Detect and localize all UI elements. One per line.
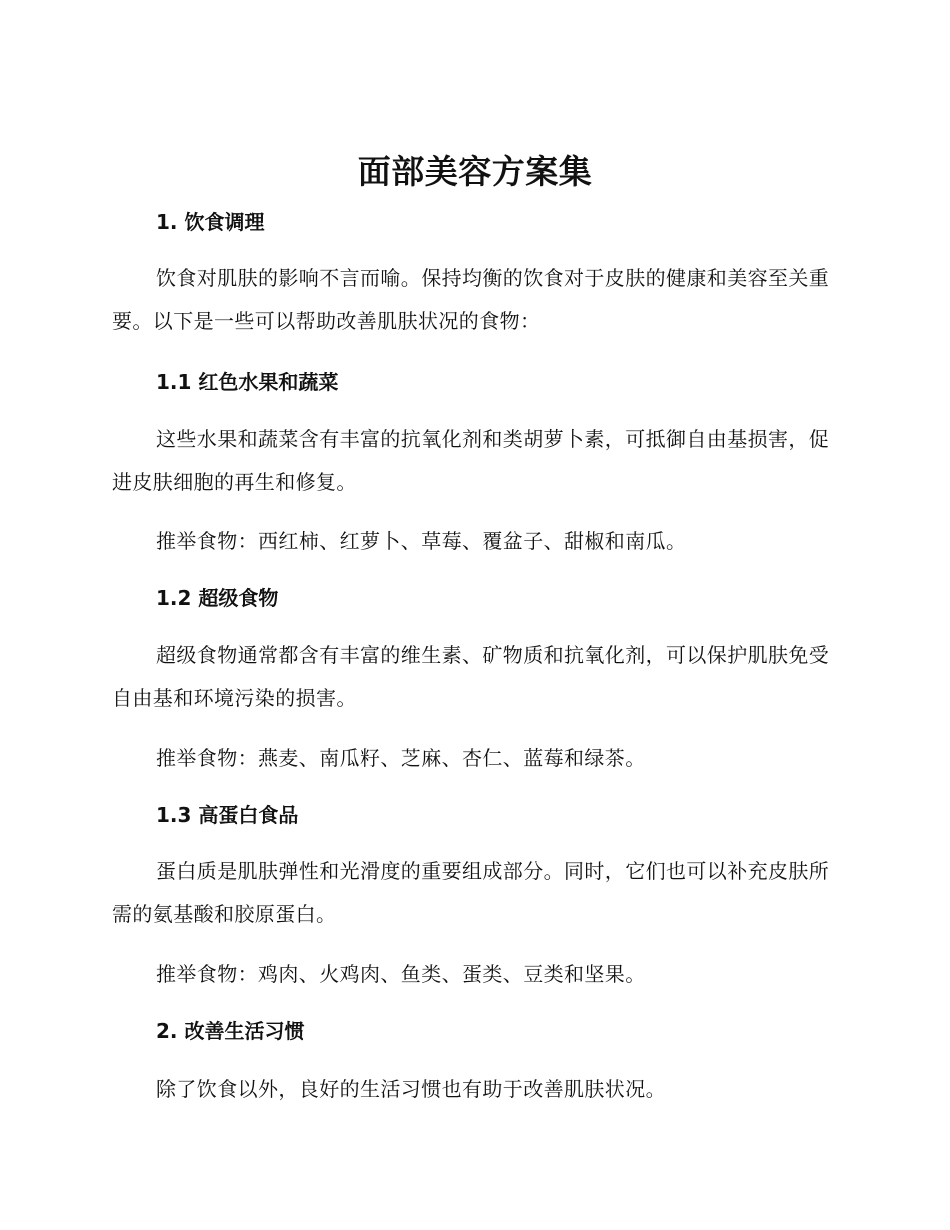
subsection-superfood-body: 超级食物通常都含有丰富的维生素、矿物质和抗氧化剂，可以保护肌肤免受自由基和环境污染的损害。 (112, 643, 830, 710)
subsection-heading-red-produce: 1.1 红色水果和蔬菜 (156, 370, 339, 394)
document-title: 面部美容方案集 (357, 152, 593, 191)
section-heading-diet: 1. 饮食调理 (156, 210, 265, 234)
subsection-heading-superfood: 1.2 超级食物 (156, 586, 279, 610)
subsection-heading-protein: 1.3 高蛋白食品 (156, 803, 299, 827)
section-lifestyle-intro: 除了饮食以外，良好的生活习惯也有助于改善肌肤状况。 (156, 1077, 666, 1101)
section-heading-lifestyle: 2. 改善生活习惯 (156, 1019, 305, 1043)
subsection-red-produce-recommend: 推举食物：西红柿、红萝卜、草莓、覆盆子、甜椒和南瓜。 (156, 529, 687, 553)
subsection-protein-body: 蛋白质是肌肤弹性和光滑度的重要组成部分。同时，它们也可以补充皮肤所需的氨基酸和胶原蛋白。 (112, 859, 830, 926)
section-diet-intro: 饮食对肌肤的影响不言而喻。保持均衡的饮食对于皮肤的健康和美容至关重要。以下是一些可以帮助改善肌肤状况的食物： (112, 266, 830, 333)
subsection-superfood-recommend: 推举食物：燕麦、南瓜籽、芝麻、杏仁、蓝莓和绿茶。 (156, 746, 646, 770)
subsection-red-produce-body: 这些水果和蔬菜含有丰富的抗氧化剂和类胡萝卜素，可抵御自由基损害，促进皮肤细胞的再生和修复。 (112, 427, 830, 494)
subsection-protein-recommend: 推举食物：鸡肉、火鸡肉、鱼类、蛋类、豆类和坚果。 (156, 962, 646, 986)
